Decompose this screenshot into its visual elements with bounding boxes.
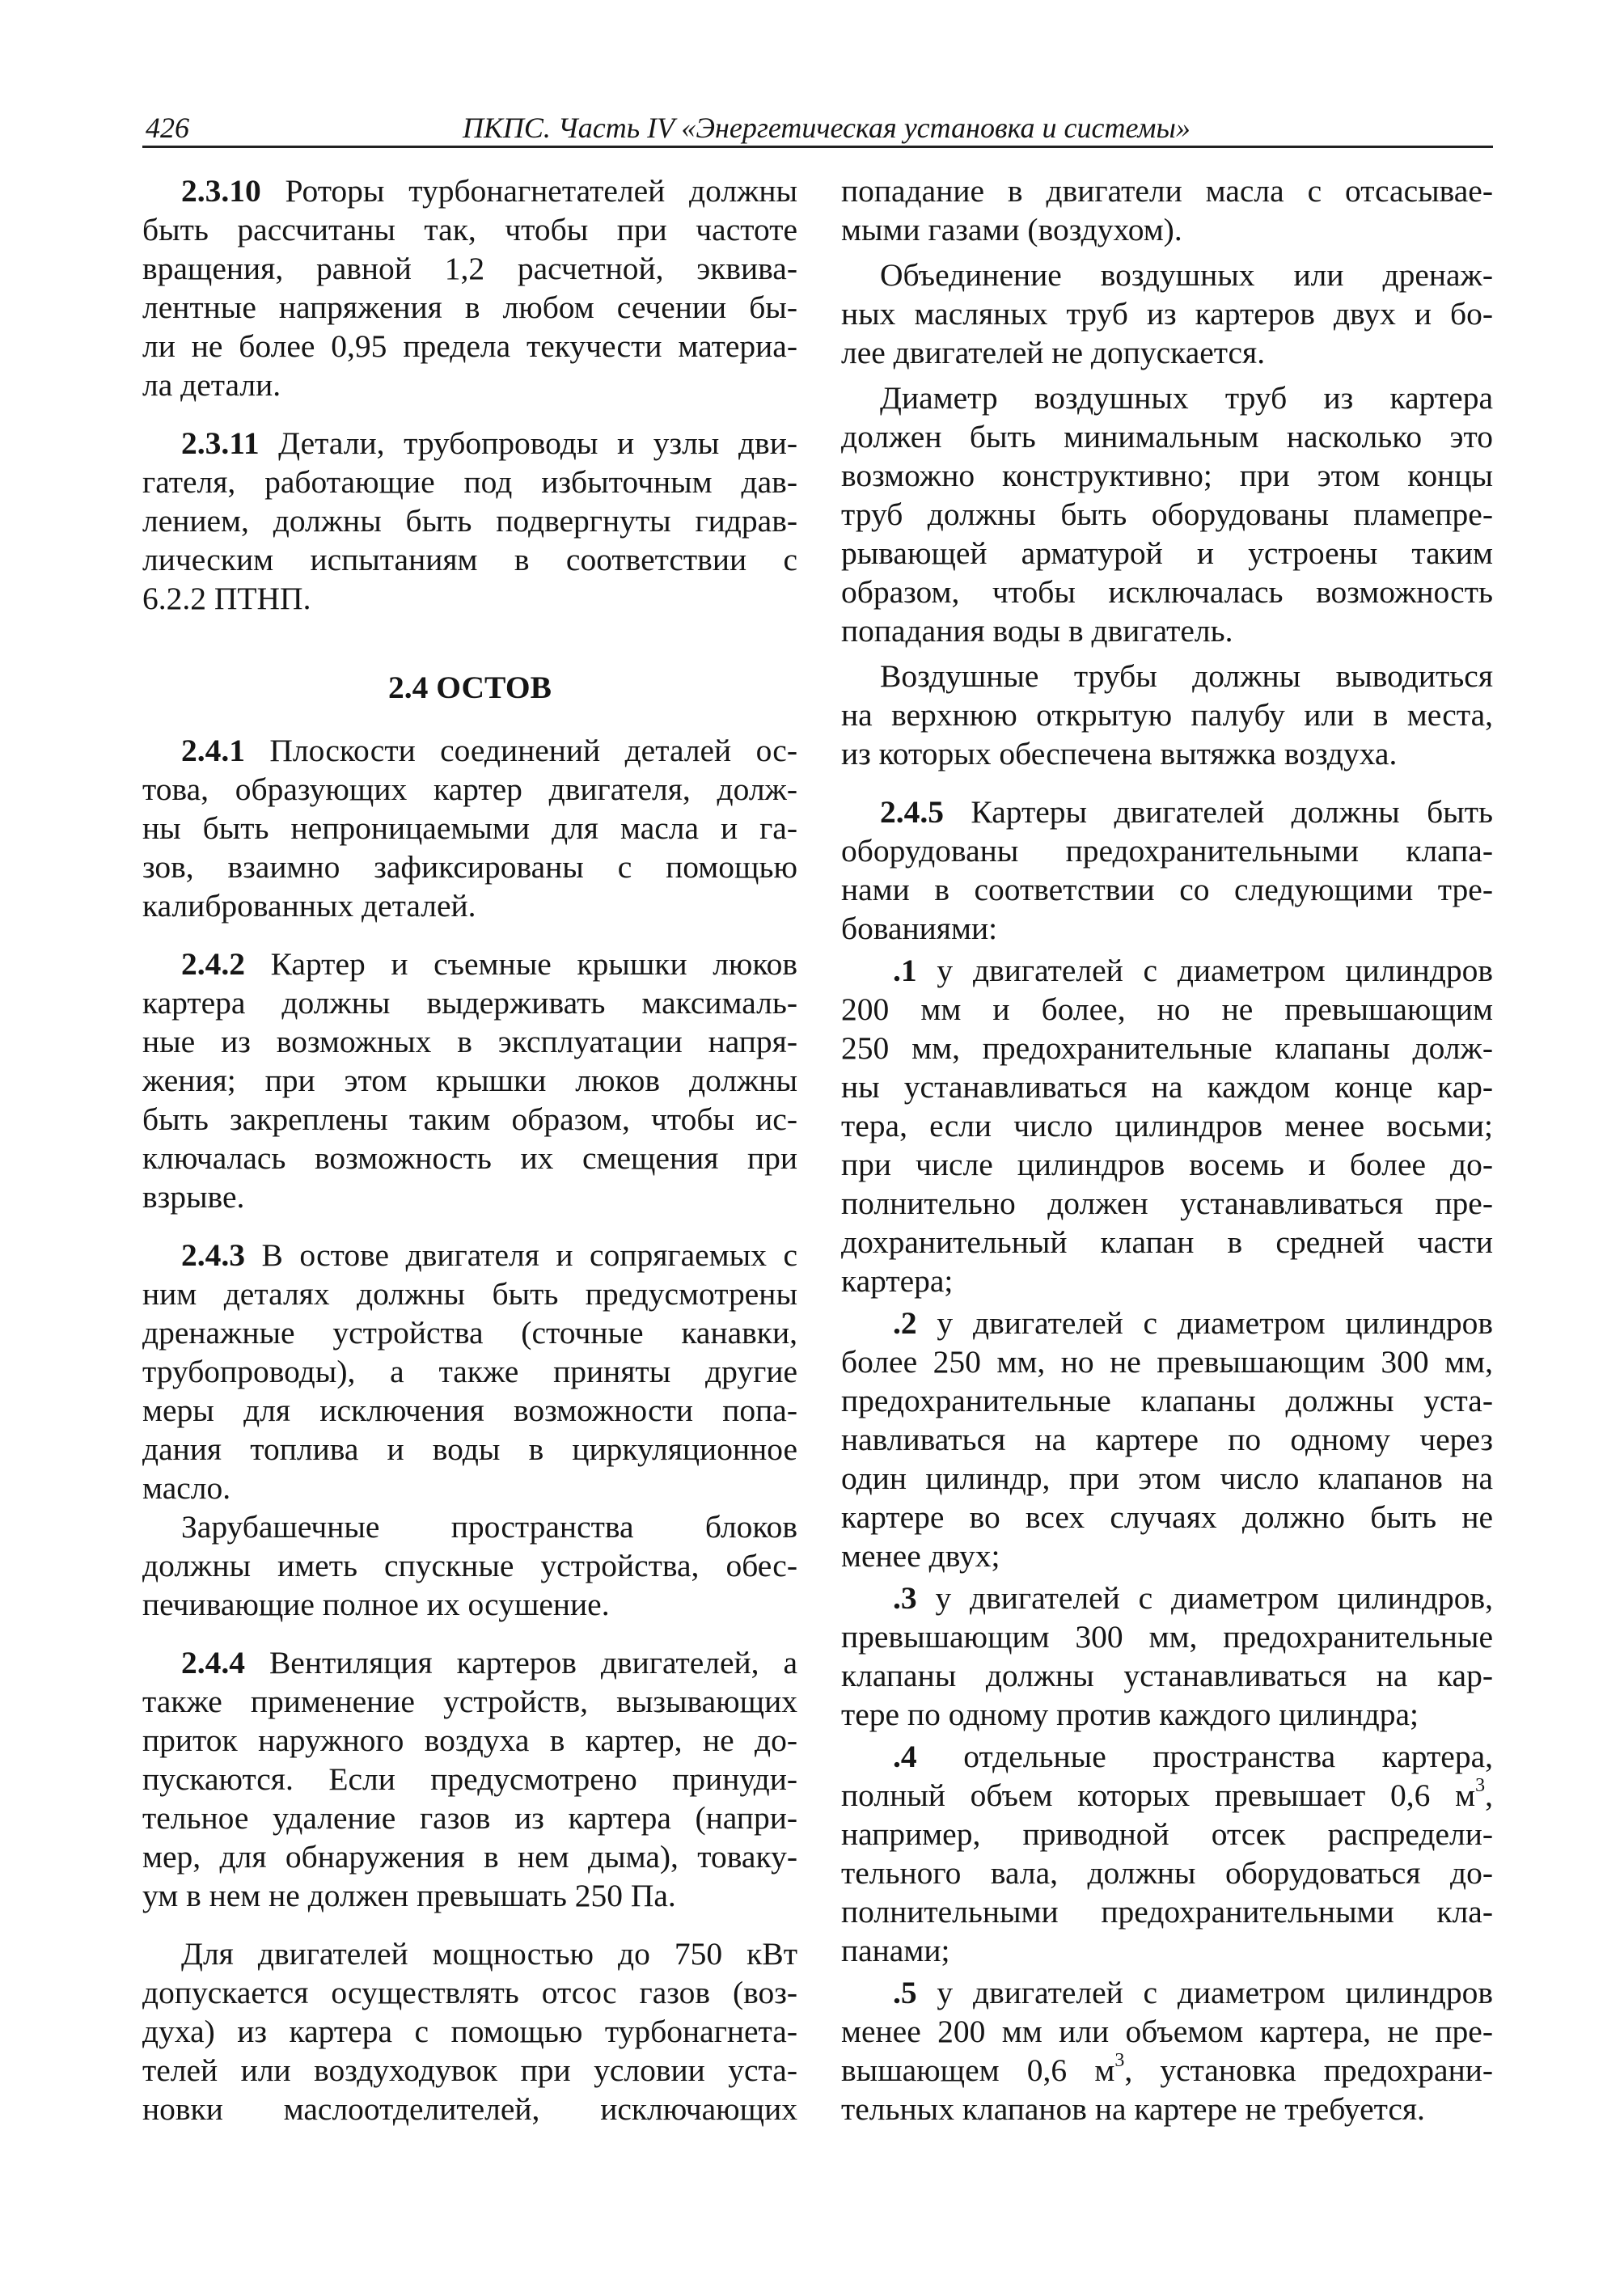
text-span: Картер и съемные крышки люков [245,946,797,982]
text-line: зов, взаимно зафиксированы с помощью [142,849,797,885]
text-line: быть рассчитаны так, чтобы при частоте [142,212,797,247]
text-line: тере по одному против каждого цилиндра; [841,1697,1419,1732]
text-line: ла детали. [142,367,281,403]
text-line: 6.2.2 ПТНП. [142,581,311,616]
text-line [181,731,797,770]
text-line: новки маслоотделителей, исключающих [142,2091,797,2127]
running-title: ПКПС. Часть IV «Энергетическая установка и системы» [463,112,1191,144]
text-line: ных масляных труб из картеров двух и бо- [841,296,1493,332]
text-line: тельное удаление газов из картера (напри- [142,1800,797,1836]
text-line: полнительными предохранительными кла- [841,1894,1493,1930]
text-span: Плоскости соединений деталей ос- [245,733,797,768]
text-line [181,424,797,463]
text-line [181,945,797,983]
text-span: Роторы турбонагнетателей должны [260,173,797,209]
text-line: бованиями: [841,911,998,946]
text-span: , установка предохрани- [1124,2052,1494,2088]
text-line: тера, если число цилиндров менее восьми; [841,1108,1493,1143]
text-line: ключалась возможность их смещения при [142,1140,797,1176]
text-line: трубопроводы), а также приняты другие [142,1354,797,1389]
section-heading: 2.4 ОСТОВ [388,670,552,705]
list-number: .1 [893,953,917,988]
clause-number: 2.4.2 [181,946,245,982]
text-line: также применение устройств, вызывающих [142,1684,797,1719]
page-number: 426 [146,112,189,144]
text-line: лентные напряжения в любом сечении бы- [142,290,797,325]
text-span: полный объем которых превышает 0,6 м [841,1777,1476,1813]
text-line: навливаться на картере по одному через [841,1422,1493,1457]
text-line: более 250 мм, но не превышающим 300 мм, [841,1344,1493,1380]
text-line: оборудованы предохранительными клапа- [841,833,1493,869]
clause-number: 2.4.3 [181,1237,245,1273]
text-line: клапаны должны устанавливаться на кар- [841,1658,1493,1693]
text-line: лением, должны быть подвергнуты гидрав- [142,503,797,539]
text-line: ум в нем не должен превышать 250 Па. [142,1878,676,1913]
text-line: духа) из картера с помощью турбонагнета- [142,2014,797,2049]
text-line [893,1973,1493,2012]
text-line: рывающей арматурой и устроены таким [841,535,1493,571]
text-line: лее двигателей не допускается. [841,335,1266,370]
text-line: менее 200 мм или объемом картера, не пре- [841,2014,1493,2049]
text-line: меры для исключения возможности попа- [142,1393,797,1428]
text-span: В остове двигателя и сопрягаемых с [245,1237,797,1273]
text-span: , [1485,1777,1493,1813]
list-number: .3 [893,1580,917,1616]
text-line: допускается осуществлять отсос газов (воз- [142,1975,797,2010]
text-line: попадания воды в двигатель. [841,613,1233,649]
text-line: мыми газами (воздухом). [841,212,1182,247]
text-line: вращения, равной 1,2 расчетной, эквива- [142,251,797,286]
text-line [841,2051,1493,2090]
text-line: гателя, работающие под избыточным дав- [142,464,797,500]
text-line: 200 мм и более, но не превышающим [841,991,1493,1027]
text-line: Для двигателей мощностью до 750 кВт [181,1936,797,1972]
clause-number: 2.4.5 [880,794,944,830]
text-line [181,171,797,210]
text-line: ные из возможных в эксплуатации напря- [142,1024,797,1059]
text-line: должен быть минимальным насколько это [841,419,1493,454]
text-line: приток наружного воздуха в картер, не до- [142,1722,797,1758]
clause-number: 2.4.4 [181,1645,245,1680]
text-line: лическим испытаниям в соответствии с [142,542,797,577]
list-number: .5 [893,1975,917,2010]
page-header [142,107,1493,148]
list-number: .4 [893,1739,917,1774]
text-line: печивающие полное их осушение. [142,1587,610,1622]
clause-number: 2.3.10 [181,173,261,209]
clause-number: 2.3.11 [181,425,260,461]
text-line: попадание в двигатели масла с отсасывае- [841,173,1493,209]
text-line [841,1776,1493,1815]
text-line: превышающим 300 мм, предохранительные [841,1619,1493,1655]
text-span: у двигателей с диаметром цилиндров [916,1305,1493,1341]
superscript: 3 [1114,2049,1125,2071]
text-line: 250 мм, предохранительные клапаны долж- [841,1030,1493,1066]
text-span: Картеры двигателей должны быть [944,794,1493,830]
text-line [893,951,1493,990]
text-span: у двигателей с диаметром цилиндров, [916,1580,1493,1616]
clause-number: 2.4.1 [181,733,245,768]
text-line: масло. [142,1470,231,1506]
text-span: отдельные пространства картера, [916,1739,1493,1774]
text-line: панами; [841,1933,950,1968]
text-line [181,1236,797,1274]
text-line: из которых обеспечена вытяжка воздуха. [841,736,1398,771]
text-line: това, образующих картер двигателя, долж- [142,771,797,807]
text-line: ли не более 0,95 предела текучести материа- [142,328,797,364]
text-line: Объединение воздушных или дренаж- [880,257,1493,293]
text-span: у двигателей с диаметром цилиндров [916,1975,1493,2010]
text-line [893,1737,1493,1776]
text-line: ны быть непроницаемыми для масла и га- [142,810,797,846]
text-line: Зарубашечные пространства блоков [181,1509,797,1545]
text-line [893,1304,1493,1342]
text-line [893,1579,1493,1617]
text-line: калиброванных деталей. [142,888,476,924]
text-line: дания топлива и воды в циркуляционное [142,1431,797,1467]
text-line: предохранительные клапаны должны уста- [841,1383,1493,1418]
text-line [181,1643,797,1682]
text-line: тельного вала, должны оборудоваться до- [841,1855,1493,1891]
text-line: мер, для обнаружения в нем дыма), товаку- [142,1839,797,1875]
text-line: труб должны быть оборудованы пламепре- [841,497,1493,532]
text-line: картера должны выдерживать максималь- [142,985,797,1021]
text-line: Диаметр воздушных труб из картера [880,380,1493,416]
text-line: менее двух; [841,1538,1000,1574]
list-number: .2 [893,1305,917,1341]
text-line: образом, чтобы исключалась возможность [841,574,1493,610]
text-line: картере во всех случаях должно быть не [841,1499,1493,1535]
text-line: телей или воздуходувок при условии уста- [142,2052,797,2088]
text-line: дохранительный клапан в средней части [841,1224,1493,1260]
text-span: у двигателей с диаметром цилиндров [916,953,1493,988]
superscript: 3 [1475,1774,1486,1796]
text-span: Детали, трубопроводы и узлы дви- [259,425,797,461]
text-line: ним деталях должны быть предусмотрены [142,1276,797,1312]
text-span: вышающем 0,6 м [841,2052,1115,2088]
text-line: при числе цилиндров восемь и более до- [841,1147,1493,1182]
text-line: Воздушные трубы должны выводиться [880,658,1493,694]
text-line: на верхнюю открытую палубу или в места, [841,697,1493,733]
text-line: жения; при этом крышки люков должны [142,1063,797,1098]
text-line: возможно конструктивно; при этом концы [841,458,1493,493]
text-line: полнительно должен устанавливаться пре- [841,1186,1493,1221]
text-line: быть закреплены таким образом, чтобы ис- [142,1101,797,1137]
text-span: Вентиляция картеров двигателей, а [245,1645,797,1680]
text-line: взрыве. [142,1179,245,1215]
text-line: ны устанавливаться на каждом конце кар- [841,1069,1493,1105]
text-line: должны иметь спускные устройства, обес- [142,1548,797,1583]
text-line: тельных клапанов на картере не требуется. [841,2091,1425,2127]
text-line: например, приводной отсек распредели- [841,1816,1493,1852]
text-line: нами в соответствии со следующими тре- [841,872,1493,907]
text-line: пускаются. Если предусмотрено принуди- [142,1761,797,1797]
text-line [880,793,1493,831]
text-line: картера; [841,1263,954,1299]
text-line: один цилиндр, при этом число клапанов на [841,1460,1493,1496]
text-line: дренажные устройства (сточные канавки, [142,1315,797,1351]
